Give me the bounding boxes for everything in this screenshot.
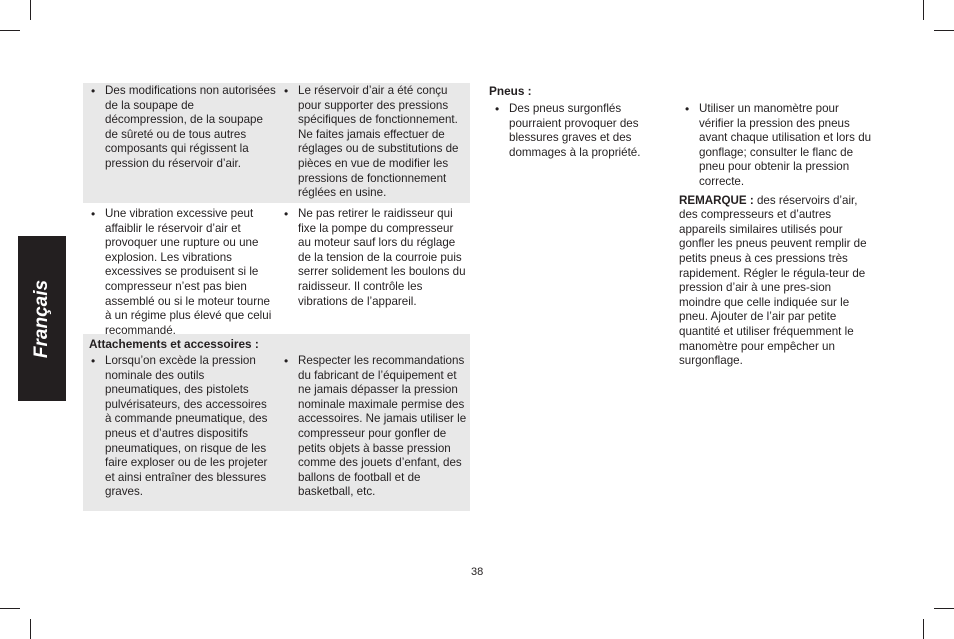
list-item: • Utiliser un manomètre pour vérifier la pression des pneus avant chaque utilisation et lors du gonflage; consulter le flanc de pneu pour obtenir la pression correcte.	[677, 102, 873, 190]
section-heading: Attachements et accessoires :	[89, 337, 259, 351]
list-item: • Lorsqu’on excède la pression nominale des outils pneumatiques, des pistolets pulvérisateurs, des accessoires à commande pneumatique, des pneus et d’autres dispositifs pneumatiques, on risque de les faire exploser ou de les projeter et ainsi entraîner des blessures graves.	[83, 354, 276, 500]
table-cell-hazard	[83, 354, 276, 511]
list-item: • Des pneus surgonflés pourraient provoquer des blessures graves et des dommages à la propriété.	[487, 102, 662, 160]
note-paragraph	[679, 194, 873, 369]
crop-mark	[934, 608, 954, 609]
safety-table	[83, 83, 470, 511]
table-cell-prevention	[276, 83, 469, 203]
note-label: REMARQUE :	[679, 193, 754, 207]
table-row	[83, 83, 470, 203]
page-number: 38	[471, 566, 484, 578]
pneus-heading: Pneus :	[489, 84, 532, 98]
language-tab	[18, 236, 66, 401]
language-tab-label: Français	[31, 279, 52, 358]
crop-mark	[30, 619, 31, 639]
list-item: • Respecter les recommandations du fabricant de l’équipement et ne jamais dépasser la pression nominale maximale permise des accessoires. Ne jamais utiliser le compresseur pour gonfler de petits objets à basse pression comme des jouets d’enfant, des ballons de football et de basketball, etc.	[276, 354, 469, 500]
crop-mark	[923, 0, 924, 20]
crop-mark	[923, 619, 924, 639]
table-cell-hazard	[83, 203, 276, 337]
crop-mark	[0, 30, 20, 31]
note-text: des réservoirs d’air, des compresseurs et d’autres appareils similaires utilisés pour gonfler les pneus peuvent remplir de petits pneus à ces pressions très rapidement. Régler le régula-teur de pression d’air à une pres-sion moindre que celle indiquée sur le pneu. Ajouter de l’air par petite quantité et utiliser fréquemment le manomètre pour empêcher un surgonflage.	[679, 193, 867, 368]
crop-mark	[30, 0, 31, 20]
table-cell-prevention	[276, 354, 469, 511]
crop-mark	[934, 30, 954, 31]
table-cell-prevention	[276, 203, 469, 334]
list-item: • Une vibration excessive peut affaiblir le réservoir d’air et provoquer une rupture ou une explosion. Les vibrations excessives se produisent si le compresseur n’est pas bien assemblé ou si le moteur tourne à un régime plus élevé que celui recommandé.	[83, 207, 276, 338]
pneus-list	[487, 102, 662, 160]
list-item: • Le réservoir d’air a été conçu pour supporter des pressions spécifiques de fonctionnement. Ne faites jamais effectuer de réglages ou de substitutions de pièces en vue de modifier les pressions de fonctionnement réglées en usine.	[276, 84, 469, 201]
table-cell-hazard	[83, 83, 276, 203]
table-row	[83, 334, 470, 511]
crop-mark	[0, 608, 20, 609]
tire-pressure-column	[677, 102, 873, 369]
list-item: • Des modifications non autorisées de la soupape de décompression, de la soupape de sûreté ou de tous autres composants qui régissent la pression du réservoir d’air.	[83, 84, 276, 172]
list-item: • Ne pas retirer le raidisseur qui fixe la pompe du compresseur au moteur sauf lors du réglage de la tension de la courroie puis serrer solidement les boulons du raidisseur. Il contrôle les vibrations de l’appareil.	[276, 207, 469, 309]
table-row	[83, 203, 470, 337]
